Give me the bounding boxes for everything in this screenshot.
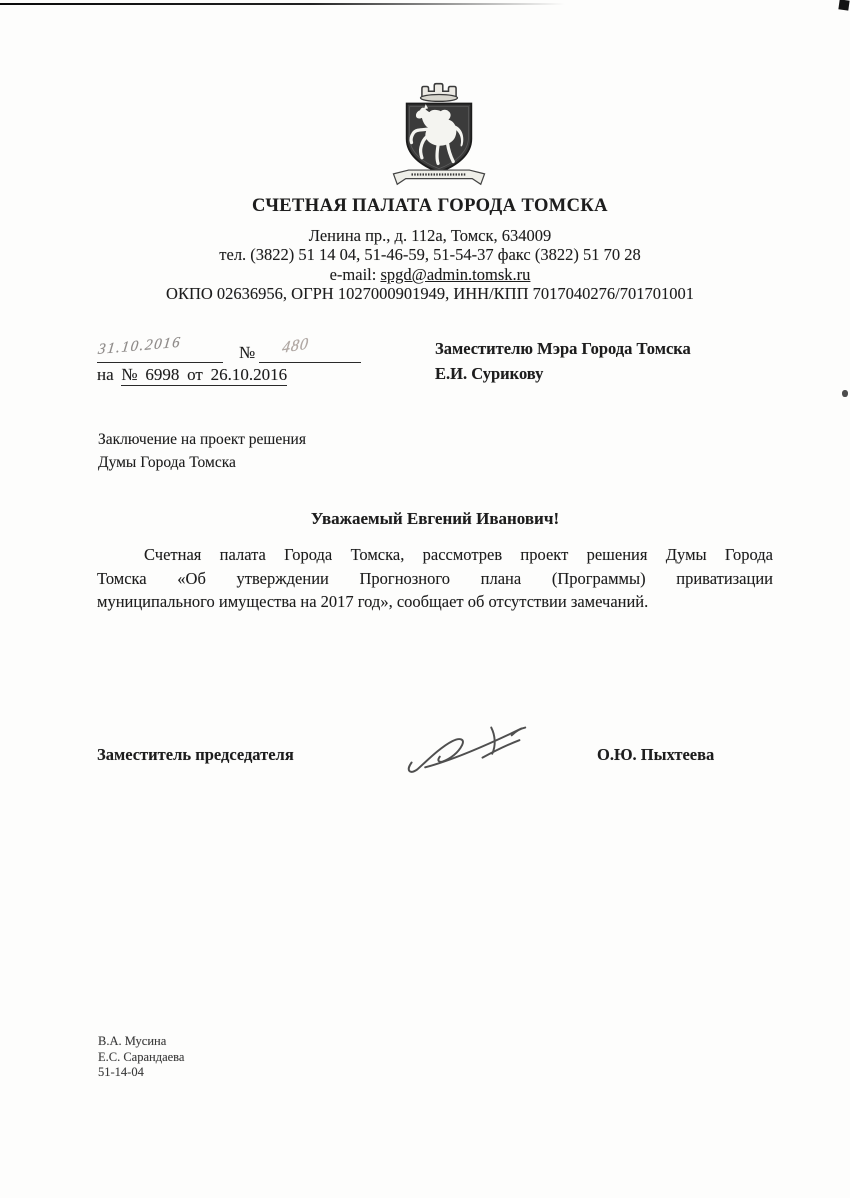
handwritten-date: 31.10.2016 xyxy=(97,334,183,358)
body-paragraph xyxy=(97,543,773,614)
org-phone: тел. (3822) 51 14 04, 51-46-59, 51-54-37 факс (3822) 51 70 28 xyxy=(219,245,641,265)
outgoing-fields-row xyxy=(97,336,397,363)
tomsk-coat-of-arms-icon xyxy=(382,78,496,190)
org-codes: ОКПО 02636956, ОГРН 1027000901949, ИНН/КПП 7017040276/701701001 xyxy=(166,284,694,304)
subject-block xyxy=(98,428,418,474)
number-sign: № xyxy=(239,343,256,362)
email-link[interactable]: spgd@admin.tomsk.ru xyxy=(380,264,531,284)
reply-reference-line xyxy=(97,365,397,385)
subject-line: Думы Города Томска xyxy=(98,454,236,471)
scan-artifact-corner-mark xyxy=(838,0,849,11)
addressee-line: Е.И. Сурикову xyxy=(435,364,544,383)
org-info-block xyxy=(20,226,840,304)
outgoing-number-field xyxy=(259,335,361,363)
executor-phone: 51-14-04 xyxy=(98,1065,144,1080)
scan-artifact-top-line xyxy=(0,3,565,5)
org-title: СЧЕТНАЯ ПАЛАТА ГОРОДА ТОМСКА xyxy=(252,196,608,216)
crown-icon xyxy=(420,84,457,102)
reference-block xyxy=(97,336,397,385)
handwritten-number: 480 xyxy=(281,335,311,357)
ribbon-banner xyxy=(393,170,484,184)
reply-prefix: на xyxy=(97,365,114,384)
subject-line: Заключение на проект решения xyxy=(98,431,306,448)
executor-footer xyxy=(98,1034,184,1081)
body-line: Томска «Об утверждении Прогнозного плана (Программы) приватизации xyxy=(97,568,773,588)
body-line: Счетная палата Города Томска, рассмотрев проект решения Думы Города xyxy=(144,545,773,564)
reply-value: № 6998 от 26.10.2016 xyxy=(121,365,288,384)
email-label: e-mail: xyxy=(329,264,381,284)
addressee-line: Заместителю Мэра Города Томска xyxy=(435,339,691,358)
handwritten-signature xyxy=(398,715,534,777)
org-address: Ленина пр., д. 112а, Томск, 634009 xyxy=(308,226,552,245)
executor-name: В.А. Мусина xyxy=(98,1034,167,1048)
salutation: Уважаемый Евгений Иванович! xyxy=(310,509,560,528)
body-line: муниципального имущества на 2017 год», сообщает об отсутствии замечаний. xyxy=(97,592,649,612)
executor-name: Е.С. Сарандаева xyxy=(98,1049,185,1064)
org-email-line xyxy=(20,265,840,284)
signer-position: Заместитель председателя xyxy=(97,745,294,764)
addressee-block xyxy=(435,336,775,386)
outgoing-date-field xyxy=(97,335,223,363)
scan-artifact-edge-speck xyxy=(842,390,848,397)
signer-name: О.Ю. Пыхтеева xyxy=(597,745,715,764)
